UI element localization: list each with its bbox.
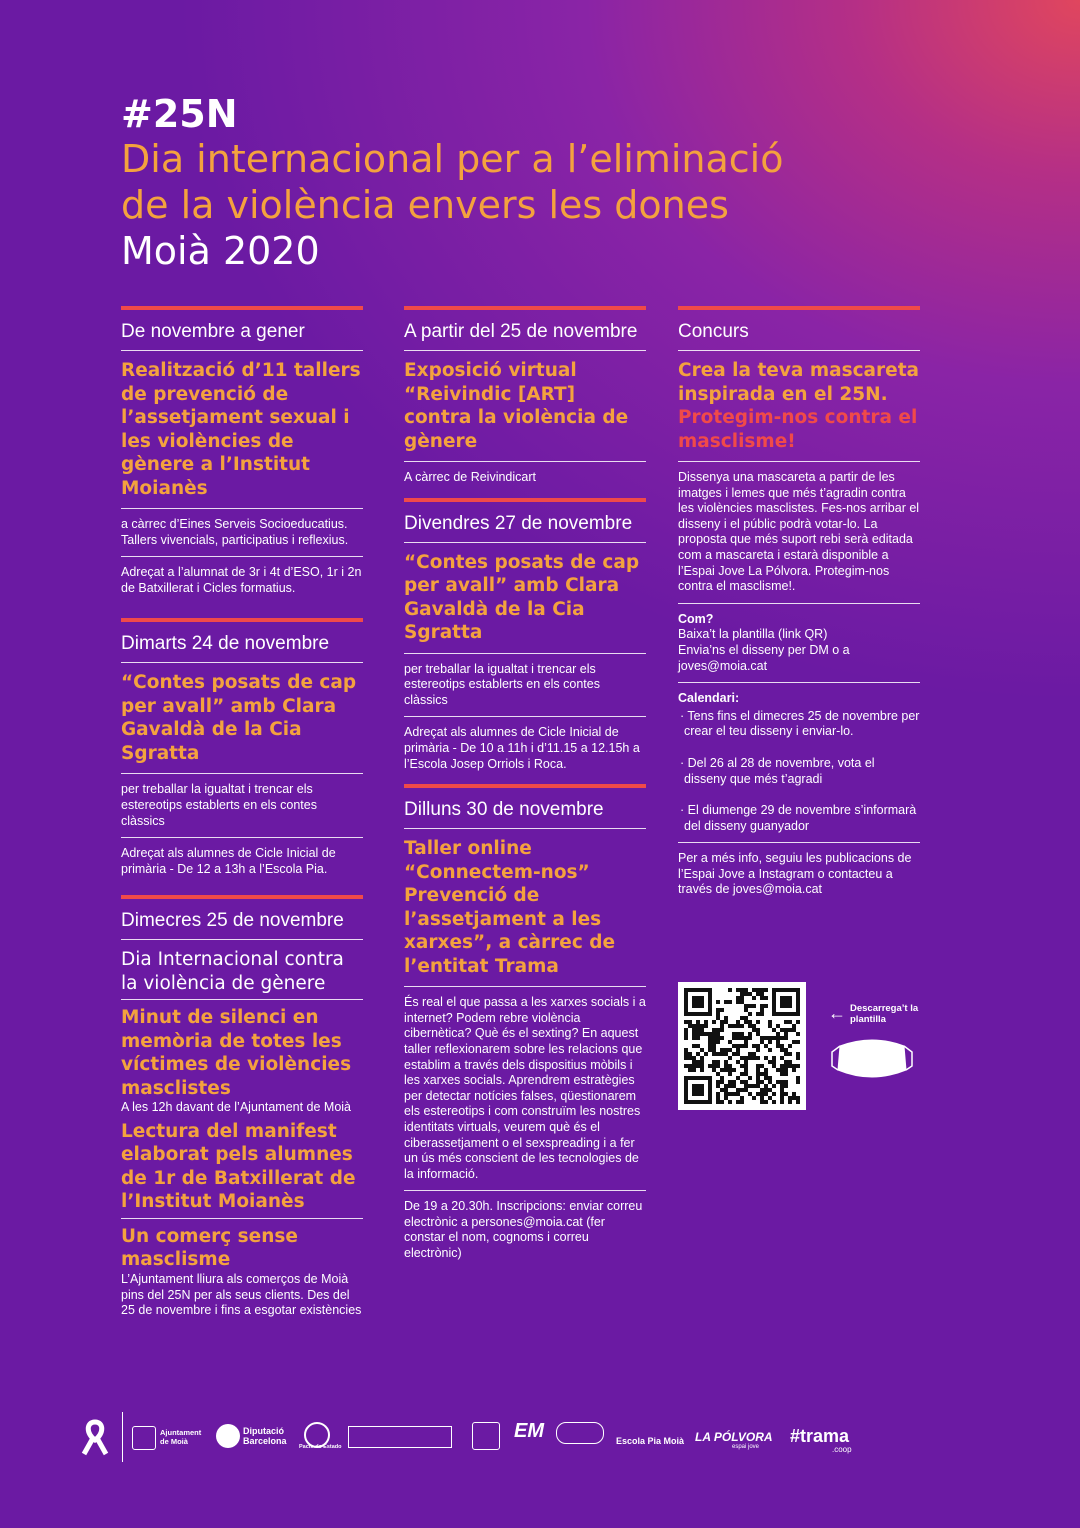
section-description: per treballar la igualtat i trencar els estereotips establerts en els contes clàssics	[121, 782, 317, 828]
column-3	[678, 306, 920, 898]
diputacio-icon	[216, 1424, 240, 1448]
diputacio-logo-text: Diputació Barcelona	[243, 1426, 287, 1446]
ajuntament-logo-text: Ajuntament de Moià	[160, 1428, 202, 1446]
section-info: De 19 a 20.30h. Inscripcions: enviar correu electrònic a persones@moia.cat (fer constar el nom, cognoms i correu electrònic)	[404, 1199, 643, 1261]
how-label: Com?	[678, 611, 714, 626]
divider	[121, 556, 363, 557]
hashtag: #25N	[121, 92, 238, 136]
calendar-label: Calendari:	[678, 691, 740, 706]
section-description: per treballar la igualtat i trencar els estereotips establerts en els contes clàssics	[404, 661, 600, 707]
section-date: De novembre a gener	[121, 320, 363, 351]
section-exhibition	[404, 306, 646, 486]
divider	[122, 1412, 123, 1462]
section-title: “Contes posats de cap per avall” amb Clara Gavaldà de la Cia Sgratta	[121, 672, 357, 764]
divider	[404, 461, 646, 462]
section-date: Concurs	[678, 320, 920, 351]
section-audience: Adreçat als alumnes de Cicle Inicial de primària - De 12 a 13h a l’Escola Pia.	[121, 846, 336, 876]
section-workshops	[121, 306, 363, 596]
divider	[404, 1190, 646, 1191]
section-bar	[121, 618, 363, 622]
calendar-item: · Tens fins el dimecres 25 de novembre per crear el teu disseny i enviar-lo.	[680, 708, 920, 739]
section-date: Dilluns 30 de novembre	[404, 798, 646, 829]
how-line-1: Baixa’t la plantilla (link QR)	[678, 627, 828, 642]
section-tales-friday	[404, 498, 646, 773]
section-online-workshop	[404, 784, 646, 1262]
polvora-logo-sub: espai jove	[732, 1444, 760, 1450]
calendar-item: · Del 26 al 28 de novembre, vota el disseny que més t’agradi	[680, 755, 875, 786]
section-title: Exposició virtual “Reivindic [ART] contra la violència de gènere	[404, 360, 629, 452]
ajuntament-shield-icon	[132, 1426, 156, 1450]
column-2	[404, 306, 646, 1262]
section-bar	[121, 895, 363, 899]
section-audience: Adreçat a l’alumnat de 3r i 4t d’ESO, 1r i 2n de Batxillerat i Cicles formatius.	[121, 565, 362, 595]
divider	[121, 837, 363, 838]
more-info: Per a més info, seguiu les publicacions de l’Espai Jove a Instagram o contacteu a través de joves@moia.cat	[678, 851, 912, 897]
section-description: A càrrec de Reivindicart	[404, 470, 537, 484]
section-description: És real el que passa a les xarxes socials i a internet? Podem rebre violència cibernètica? Què és el sexting? En aquest taller reflexionarem sobre les relacions que establim a través dels dispositius mòbils i les xarxes socials. Aprendrem estratègies per detectar notícies falses, qüestionarem els estereotips i com construïm les nostres identitats virtuals, veurem què és el ciberassetjament o el sexspreading i a fer un ús més conscient de les tecnologies de la informació.	[404, 995, 646, 1181]
divider	[678, 603, 920, 604]
section-title: Realització d’11 tallers de prevenció de l’assetjament sexual i les violències de gènere a l’Institut Moianès	[121, 360, 361, 499]
contest-description: Dissenya una mascareta a partir de les imatges i lemes que més t’agradin contra les violències masclistes. Fes-nos arribar el disseny i el públic podrà votar-lo. La proposta que més suport rebi serà editada com a mascareta i estarà disponible a l’Espai Jove La Pólvora. Protegim-nos contra el masclisme!.	[678, 470, 920, 594]
ribbon-icon	[80, 1418, 110, 1458]
sponsor-logos	[80, 1410, 880, 1470]
escola-pia-logo-text: Escola Pia Moià	[616, 1436, 685, 1446]
divider	[678, 682, 920, 683]
section-international-day	[121, 895, 363, 1318]
em-logo: EM	[514, 1420, 544, 1442]
how-block	[678, 612, 920, 674]
section-subtitle: Dia Internacional contra la violència de gènere	[121, 949, 344, 994]
section-bar	[404, 306, 646, 310]
trama-logo-sub: .coop	[832, 1445, 852, 1454]
manifest-title: Lectura del manifest elaborat pels alumnes de 1r de Batxillerat de l’Institut Moianès	[121, 1120, 356, 1213]
shop-title: Un comerç sense masclisme	[121, 1225, 298, 1271]
section-audience: Adreçat als alumnes de Cicle Inicial de primària - De 10 a 11h i d’11.15 a 12.15h a l’Escola Josep Orriols i Roca.	[404, 725, 640, 771]
poster-year: Moià 2020	[121, 229, 320, 273]
download-label: Descarrega’t la plantilla	[850, 1003, 919, 1025]
divider	[121, 1218, 363, 1219]
shop-desc: L’Ajuntament lliura als comerços de Moià pins del 25N per als seus clients. Des del 25 de novembre i fins a esgotar existències	[121, 1271, 362, 1318]
institut-logo-icon	[472, 1422, 500, 1450]
divider	[404, 986, 646, 987]
contest-slogan: Protegim-nos contra el masclisme!	[678, 407, 918, 452]
section-title: “Contes posats de cap per avall” amb Clara Gavaldà de la Cia Sgratta	[404, 551, 640, 644]
qr-code[interactable]	[678, 982, 806, 1110]
pacte-logo-text: Pacte de Estado	[299, 1444, 342, 1450]
divider	[404, 653, 646, 654]
divider	[121, 773, 363, 774]
section-description: a càrrec d’Eines Serveis Socioeducatius. Tallers vivencials, participatius i reflexius.	[121, 517, 349, 547]
section-title: Taller online “Connectem-nos” Prevenció de l’assetjament a les xarxes”, a càrrec de l’entitat Trama	[404, 838, 616, 977]
divider	[121, 508, 363, 509]
poster-title-line-2: de la violència envers les dones	[121, 183, 729, 227]
divider	[678, 842, 920, 843]
section-date: Divendres 27 de novembre	[404, 512, 646, 543]
escola-logo-icon	[556, 1422, 604, 1444]
section-bar	[404, 498, 646, 502]
minute-of-silence-title: Minut de silenci en memòria de totes les víctimes de violències masclistes	[121, 1007, 352, 1099]
column-1	[121, 306, 363, 1319]
how-line-2: Envia’ns el disseny per DM o a joves@moia.cat	[678, 642, 850, 673]
ministerio-logo	[348, 1426, 452, 1448]
section-bar	[678, 306, 920, 310]
contest-title: Crea la teva mascareta inspirada en el 25N.	[678, 360, 920, 405]
minute-of-silence-desc: A les 12h davant de l’Ajuntament de Moià	[121, 1100, 352, 1115]
poster-title-line-1: Dia internacional per a l’eliminació	[121, 137, 784, 181]
section-bar	[121, 306, 363, 310]
qr-code-image	[678, 982, 806, 1110]
section-tales-tuesday	[121, 618, 363, 877]
section-date: A partir del 25 de novembre	[404, 320, 646, 351]
section-bar	[404, 784, 646, 788]
face-mask-icon	[830, 1036, 914, 1082]
polvora-logo-text: LA PÓLVORA	[695, 1430, 773, 1444]
divider	[121, 999, 363, 1000]
section-date: Dimarts 24 de novembre	[121, 632, 363, 663]
calendar-item: · El diumenge 29 de novembre s’informarà del disseny guanyador	[680, 803, 917, 833]
section-date: Dimecres 25 de novembre	[121, 909, 363, 940]
divider	[678, 461, 920, 462]
arrow-left-icon: ←	[828, 1003, 846, 1023]
divider	[404, 716, 646, 717]
poster-header	[121, 92, 941, 274]
trama-logo-text: #trama	[790, 1426, 850, 1446]
